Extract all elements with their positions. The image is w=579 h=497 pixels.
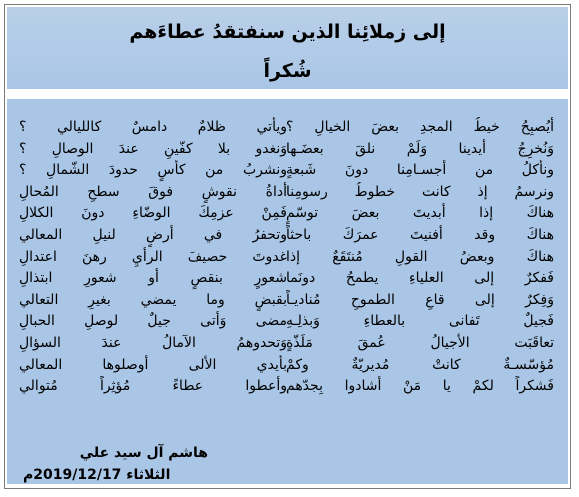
page-subtitle: شُكراً <box>263 60 312 82</box>
verse-line: بأيدي الأُلى أوصلوها المعالي <box>19 356 287 373</box>
verse-line: ونأكلُ من أجسـامِنا دونَ شَبعةٍ <box>286 162 554 179</box>
verse-line: وَتحدوهمُ الآمالُ عندَ السؤالِ <box>19 334 287 351</box>
poem-card <box>4 4 571 489</box>
verse-line: أَيُصبِحُ خيطُ المجدِ بعضَ الخيالِ ؟ <box>286 119 554 135</box>
verse-line: فَشكراً لكمْ يا مَنْ أشادوا بِجدّهم <box>286 378 554 395</box>
verse-line: تعاقَبَت الأجيالُ عُمقَ مَلَذّةٍ <box>286 334 554 351</box>
page-title: إلى زملائِنا الذين سنفتقدُ عطاءَهم <box>129 21 446 43</box>
verse-line: وَفِكرٌ إلى قاعِ الطموحِ مُناديـاً <box>286 291 554 308</box>
verse-line: هناكَ وبعضُ القولِ مُنتَقَعٌ إذا <box>286 248 554 265</box>
verse-line: فَمِنْ عزمِكَ الوضّاءِ دونَ الكلالِ <box>19 205 287 222</box>
verse-line: بقبضٍ وما يمضي بغيرِ التعالي <box>19 291 287 308</box>
verse-line: وَنغدو بلا كفّينِ عندَ الوصالِ ؟ <box>19 140 287 157</box>
verse-line: ونرسمُ إذ كانت خطوطُ رسومِنا <box>286 183 554 200</box>
header-banner <box>7 7 568 89</box>
author-name: هاشم آل سيد علي <box>79 445 208 461</box>
verse-line: مُؤسّسـةٌ كانتْ مُديريّةٌ وكمْ <box>286 356 554 373</box>
verse-line: مضى وَأتى جيلٌ لوصلِ الحبالِ <box>19 313 287 330</box>
verse-line: فَفكرٌ إلى العلياءِ يطمحُ دونَما <box>286 270 554 287</box>
verse-line: غدوتَ حصيفَ الرأيِ رهنَ اعتدالِ <box>19 248 287 265</box>
verse-line: فَجيلٌ تَفانى بالعطاءِ وَبذلِـهِ <box>286 313 554 330</box>
verse-line: شعورٍ بنقصٍ أو شعورِ ابتذالِ <box>19 270 287 287</box>
verse-line: ونشربُ من كأسٍ حدودَ الشّمالِ ؟ <box>19 162 287 179</box>
verse-line: هناكَ إذا أبديتَ بعضَ توسّمٍ <box>286 205 554 222</box>
poem-left-column <box>19 117 287 398</box>
poem-body <box>7 99 568 484</box>
verse-line: أداةُ نقوشٍ فوقَ سطحِ المُحالِ <box>19 183 287 200</box>
verse-line: وَنُخرِجُ أيدينا وَلَمْ نلقَ بعضَـها <box>286 140 554 157</box>
poem-date: الثلاثاء 2019/12/17م <box>23 467 171 483</box>
verse-line: وتحفرُ في أرضٍ لنيلِ المعالي <box>19 226 287 243</box>
poem-right-column <box>286 117 554 398</box>
verse-line: ويأتي ظلامٌ دامسٌ كالليالي ؟ <box>19 119 287 135</box>
verse-line: وأعطوا عطاءً مُؤثِراً مُتوالي <box>19 378 287 395</box>
verse-line: هناكَ وقد أفنيتَ عمرَكَ باحثاً <box>286 226 554 243</box>
